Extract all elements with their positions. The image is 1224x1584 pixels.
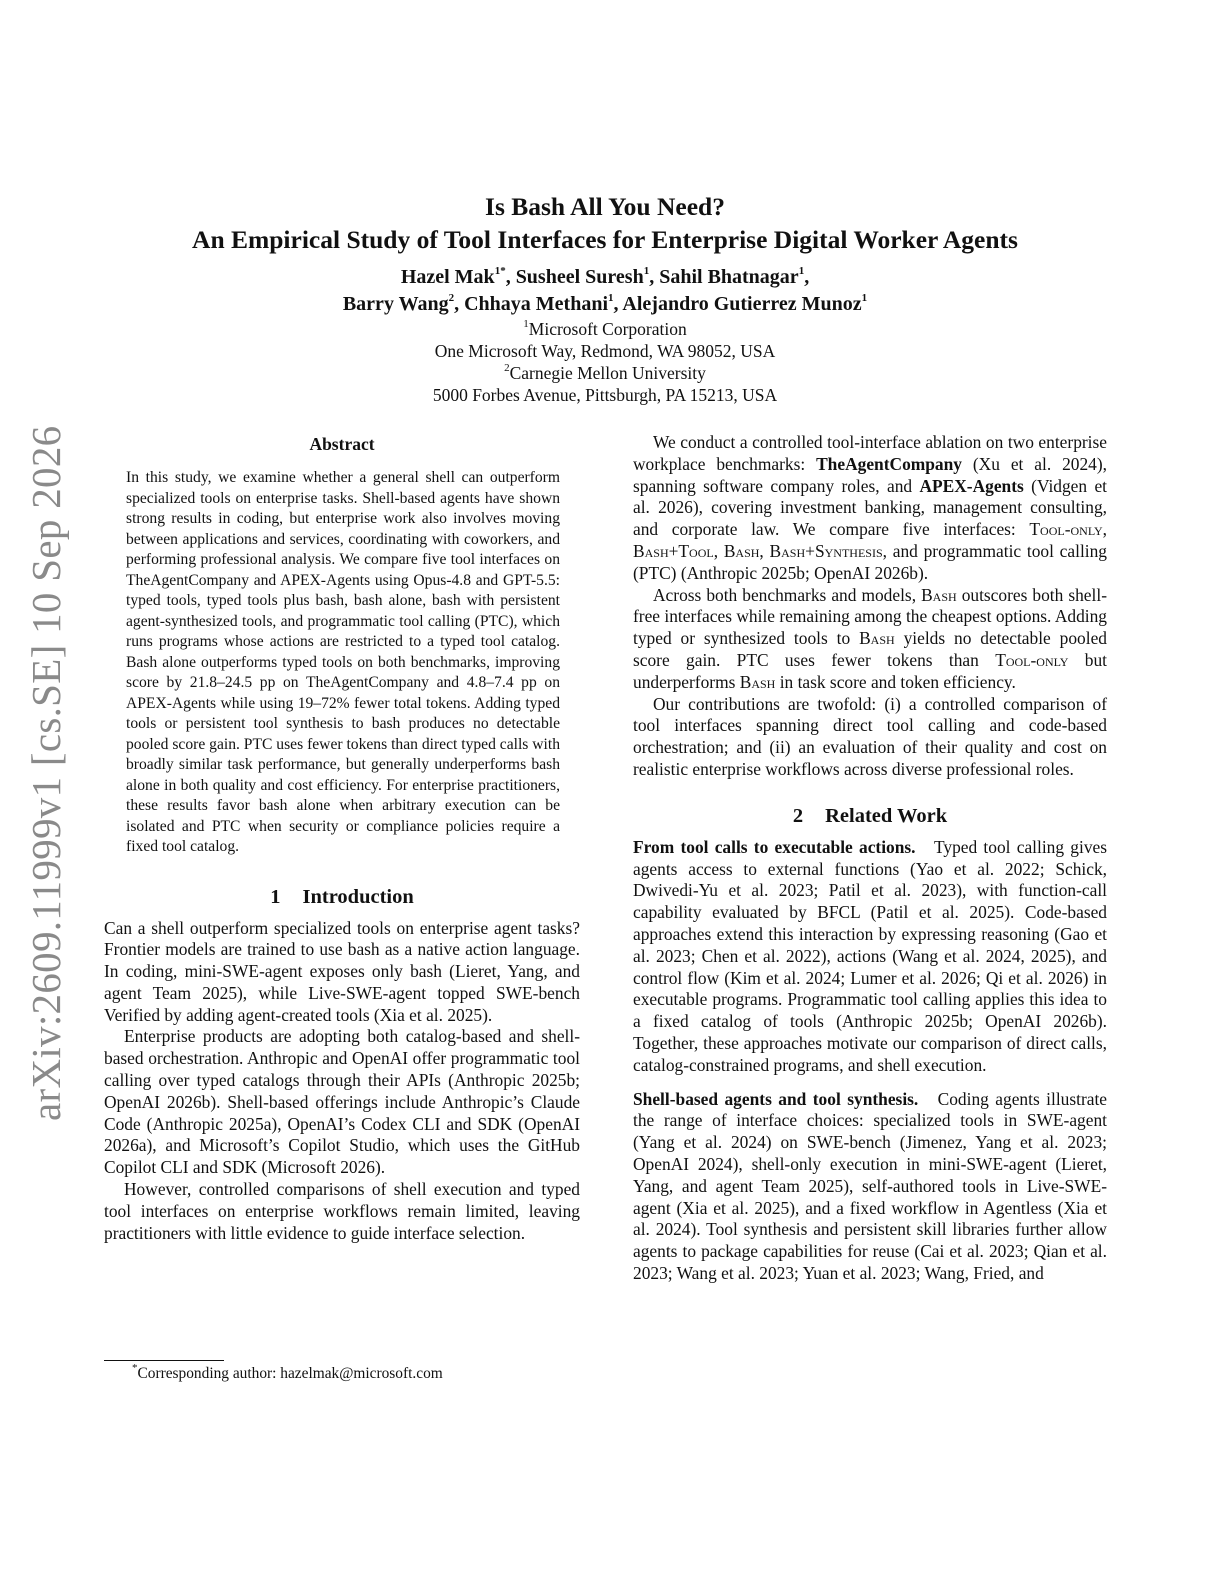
right-column: [633, 432, 1107, 1285]
title-line-2: An Empirical Study of Tool Interfaces for Enterprise Digital Worker Agents: [192, 225, 1018, 254]
abstract-heading: Abstract: [309, 434, 375, 454]
author-list: [100, 264, 1110, 318]
abstract-text: In this study, we examine whether a general shell can outperform specialized tools on enterprise tasks. Shell-based agents have shown strong results in coding, but enterprise work also involves moving between applications and services, coordinating with coworkers, and performing professional analysis. We compare five tool interfaces on TheAgentCompany and APEX-Agents using Opus-4.8 and GPT-5.5: typed tools, typed tools plus bash, bash alone, bash with persistent agent-synthesized tools, and programmatic tool calling (PTC), which runs programs whose actions are restricted to a typed tool catalog. Bash alone outperforms typed tools on both benchmarks, improving score by 21.8–24.5 pp on TheAgentCompany and 4.8–7.4 pp on APEX-Agents while using 19–72% fewer total tokens. Adding typed tools or persistent tool synthesis to bash produces no detectable pooled score gain. PTC uses fewer tokens than direct typed calls with broadly similar task performance, but generally underperforms bash alone in both quality and cost efficiency. For enterprise practitioners, these results favor bash alone when arbitrary execution can be isolated and PTC when security or compliance policies require a fixed tool catalog.: [126, 469, 560, 855]
interface-name: Tool-only: [995, 649, 1069, 670]
interface-name: Bash: [723, 540, 760, 561]
related-paragraph-2: Shell-based agents and tool synthesis. Coding agents illustrate the range of interface choices: specialized tools in SWE-agent (Yang et al. 2024) on SWE-bench (Jimenez, Yang et al. 2023; OpenAI 2024), shell-only execution in mini-SWE-agent (Lieret, Yang, and agent Team 2025), self-authored tools in Live-SWE-agent (Xia et al. 2025), and a fixed workflow in Agentless (Xia et al. 2024). Tool synthesis and persistent skill libraries further allow agents to package capabilities for reuse (Cai et al. 2023; Qian et al. 2023; Wang et al. 2023; Yuan et al. 2023; Wang, Fried, and: [633, 1088, 1108, 1283]
interface-name: Bash: [859, 628, 895, 649]
author-name: Barry Wang: [342, 293, 449, 315]
intro-paragraph-1: Can a shell outperform specialized tools on enterprise agent tasks? Frontier models are trained to use bash as a native action language. In coding, mini-SWE-agent exposes only bash (Lieret, Yang, and agent Team 2025), while Live-SWE-agent topped SWE-bench Verified by adding agent-created tools (Xia et al. 2025).: [104, 917, 580, 1025]
contribution-paragraph-3: Our contributions are twofold: (i) a controlled comparison of tool interfaces spanning direct tool calling and code-based orchestration; and (ii) an evaluation of their quality and cost on realistic enterprise workflows across diverse professional roles.: [633, 693, 1107, 779]
intro-paragraph-2: Enterprise products are adopting both catalog-based and shell-based orchestration. Anthropic and OpenAI offer programmatic tool calling over typed catalogs through their APIs (Anthropic 2025b; OpenAI 2026b). Shell-based offerings include Anthropic’s Claude Code (Anthropic 2025a), OpenAI’s Codex CLI and SDK (OpenAI 2026a), and Microsoft’s Copilot Studio, which uses the GitHub Copilot CLI and SDK (Microsoft 2026).: [104, 1026, 580, 1178]
affiliation-2-name: $^2$Carnegie Mellon University: [504, 362, 706, 383]
contribution-paragraph-1: We conduct a controlled tool-interface ablation on two enterprise workplace benchmarks: TheAgentCompany (Xu et al. 2024), spanning software company roles, and APEX-Agents (Vidgen et al. 2026), covering investment banking, management consulting, and corporate law. We compare five interfaces: Tool-only, Bash+Tool, Bash, Bash+Synthesis, and programmatic tool calling (PTC) (Anthropic 2025b; OpenAI 2026b).: [633, 432, 1107, 583]
author-affil-mark: 1: [643, 265, 650, 278]
author-affil-mark: 1: [861, 292, 868, 305]
author-name: , Sahil Bhatnagar: [649, 266, 799, 288]
author-affil-mark: 1: [608, 292, 614, 305]
benchmark-name: APEX-Agents: [919, 475, 1024, 496]
footnote-rule: [104, 1360, 224, 1361]
paper-header: [100, 190, 1110, 406]
contribution-paragraph-2: Across both benchmarks and models, Bash outscores both shell-free interfaces while remaining among the cheapest options. Adding typed or synthesized tools to Bash yields no detectable pooled score gain. PTC uses fewer tokens than Tool-only but underperforms Bash in task score and token efficiency.: [633, 584, 1107, 692]
paper-title: [100, 190, 1110, 256]
affiliation-1-name: $^1$Microsoft Corporation: [523, 318, 687, 339]
section-heading-related-work: 2 Related Work: [792, 804, 948, 827]
author-name: Hazel Mak: [400, 266, 495, 288]
related-paragraph-1: From tool calls to executable actions. Typed tool calling gives agents access to external functions (Yao et al. 2022; Schick, Dwivedi-Yu et al. 2023; Patil et al. 2023), with function-call capability evaluated by BFCL (Patil et al. 2025). Code-based approaches extend this interaction by expressing reasoning (Gao et al. 2023; Chen et al. 2022), actions (Wang et al. 2024, 2025), and control flow (Kim et al. 2024; Lumer et al. 2026; Qi et al. 2026) in executable programs. Programmatic tool calling applies this idea to a fixed catalog of tools (Anthropic 2025b; OpenAI 2026b). Together, these approaches motivate our comparison of direct calls, catalog-constrained programs, and shell execution.: [633, 836, 1108, 1075]
interface-name: Bash: [739, 671, 776, 692]
author-affil-mark: 2: [448, 292, 455, 305]
arxiv-identifier: arXiv:2609.11999v1 [cs.SE] 10 Sep 2026: [23, 425, 69, 1121]
run-in-heading: Shell-based agents and tool synthesis.: [633, 1088, 919, 1109]
title-line-1: Is Bash All You Need?: [485, 192, 725, 221]
interface-name: Tool-only: [1029, 519, 1103, 540]
author-affil-mark: 1: [798, 265, 805, 278]
author-name: , Susheel Suresh: [505, 266, 644, 288]
author-name: , Chhaya Methani: [454, 293, 609, 315]
benchmark-name: TheAgentCompany: [816, 453, 962, 474]
interface-name: Bash: [921, 584, 957, 605]
author-affil-mark: 1*: [494, 265, 506, 278]
author-separator: ,: [804, 266, 810, 288]
interface-name: Bash+Tool: [633, 540, 714, 561]
section-heading-introduction: 1 Introduction: [270, 885, 414, 908]
affiliation-2-address: 5000 Forbes Avenue, Pittsburgh, PA 15213, USA: [432, 385, 778, 405]
intro-paragraph-3: However, controlled comparisons of shell execution and typed tool interfaces on enterprise workflows remain limited, leaving practitioners with little evidence to guide interface selection.: [104, 1179, 580, 1243]
run-in-heading: From tool calls to executable actions.: [633, 836, 916, 857]
affiliations: [100, 318, 1110, 406]
left-column: [104, 432, 580, 1244]
affiliation-1-address: One Microsoft Way, Redmond, WA 98052, USA: [434, 341, 776, 361]
footnote-text: Corresponding author: hazelmak@microsoft.com: [137, 1365, 443, 1382]
footnote-mark: *: [132, 1361, 138, 1374]
interface-name: Bash+Synthesis: [769, 540, 883, 561]
footnote: [104, 1361, 580, 1384]
author-name: , Alejandro Gutierrez Munoz: [613, 293, 862, 315]
